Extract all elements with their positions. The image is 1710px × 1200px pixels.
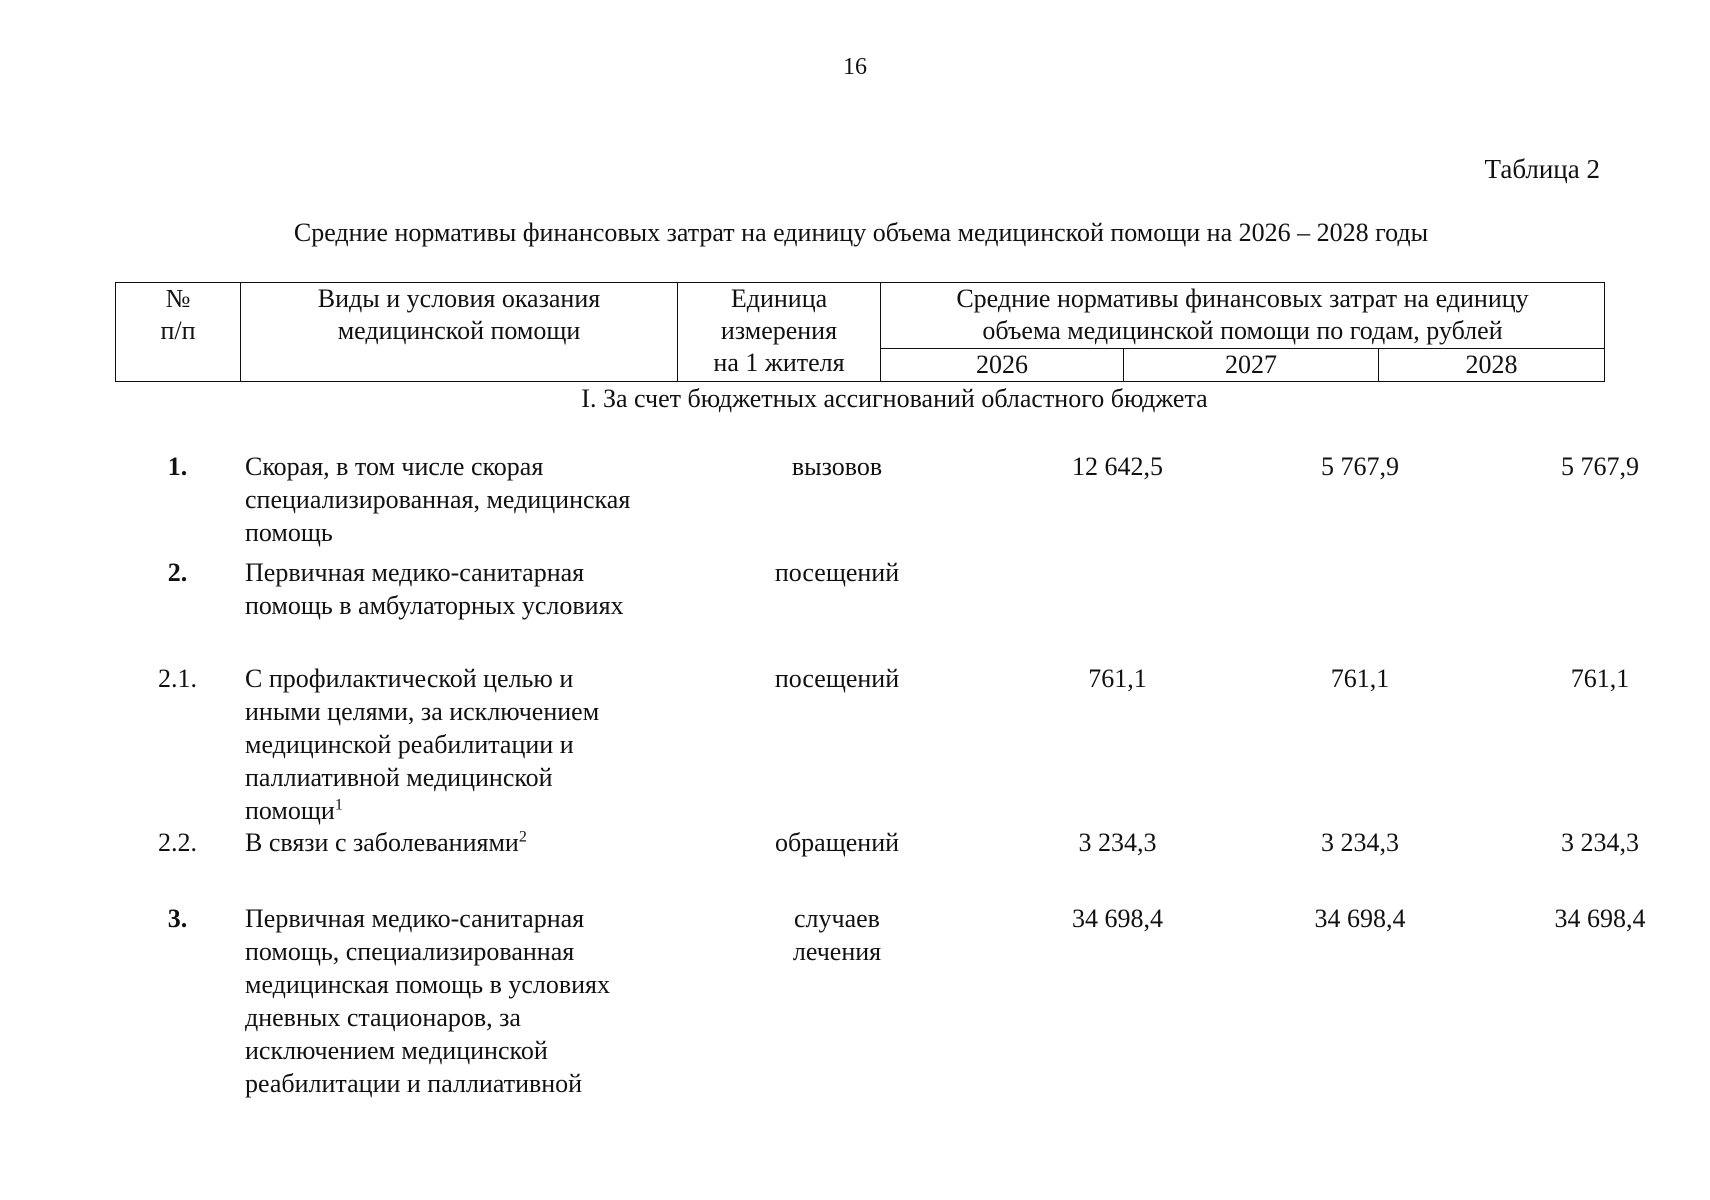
- row-value-2027: 34 698,4: [1314, 904, 1406, 933]
- row-value-2028: 3 234,3: [1561, 828, 1639, 857]
- header-norms-line2: объема медицинской помощи по годам, рублей: [982, 316, 1503, 345]
- row-number: 3.: [167, 904, 188, 933]
- row-description-line: помощь, специализированная: [245, 937, 575, 966]
- row-description-line: помощь в амбулаторных условиях: [245, 591, 624, 620]
- row-value-2026: 34 698,4: [1072, 904, 1163, 933]
- header-type-line2: медицинской помощи: [337, 316, 581, 345]
- header-type-line1: Виды и условия оказания: [317, 284, 601, 313]
- row-value-2027: 3 234,3: [1321, 828, 1399, 857]
- page-number: 16: [843, 54, 867, 80]
- row-unit-line: лечения: [792, 937, 882, 966]
- row-description-line: Скорая, в том числе скорая: [245, 452, 544, 481]
- header-cell-type: [241, 283, 678, 382]
- row-value-2028: 5 767,9: [1561, 452, 1639, 481]
- row-description: [245, 662, 675, 827]
- row-unit: посещений: [774, 664, 900, 693]
- row-unit: посещений: [774, 558, 900, 587]
- row-number: 2.1.: [158, 664, 197, 693]
- header-cell-norms: [881, 283, 1605, 349]
- row-unit: [677, 902, 997, 968]
- header-unit-line3: на 1 жителя: [713, 348, 845, 377]
- row-unit: обращений: [774, 828, 900, 857]
- row-description: [245, 902, 675, 1100]
- row-description-line: исключением медицинской: [245, 1036, 548, 1065]
- row-unit: вызовов: [791, 452, 883, 481]
- row-value-2026: 3 234,3: [1078, 828, 1157, 857]
- document-title: Средние нормативы финансовых затрат на единицу объема медицинской помощи на 2026 – 2028 годы: [293, 218, 1429, 247]
- row-number: 2.2.: [158, 828, 197, 857]
- header-number-line2: п/п: [160, 316, 196, 345]
- row-value-2028: 761,1: [1570, 664, 1630, 693]
- row-description-line: медицинской реабилитации и: [245, 730, 574, 759]
- header-cell-unit: [678, 283, 881, 382]
- row-description: [245, 556, 675, 622]
- row-description-line: медицинская помощь в условиях: [245, 970, 611, 999]
- section-title: I. За счет бюджетных ассигнований областного бюджета: [581, 384, 1208, 413]
- header-unit-line2: измерения: [720, 316, 838, 345]
- row-description-line: [245, 794, 675, 827]
- row-description: [245, 450, 675, 549]
- row-description-text: В связи с заболеваниями: [245, 828, 519, 857]
- row-description-line: [245, 826, 675, 859]
- row-description-line: дневных стационаров, за: [245, 1003, 521, 1032]
- row-description-line: Первичная медико-санитарная: [245, 904, 585, 933]
- row-value-2026: 761,1: [1088, 664, 1147, 693]
- row-description-line: Первичная медико-санитарная: [245, 558, 585, 587]
- row-description-line: помощь: [245, 518, 333, 547]
- header-cell-number: [116, 283, 241, 382]
- header-number-line1: №: [165, 284, 191, 313]
- header-year-2027: 2027: [1124, 349, 1379, 382]
- row-description-text: помощи: [245, 796, 335, 825]
- row-value-2028: 34 698,4: [1554, 904, 1646, 933]
- footnote-marker: 1: [334, 796, 343, 814]
- row-value-2027: 761,1: [1330, 664, 1390, 693]
- row-description-line: С профилактической целью и: [245, 664, 574, 693]
- row-number: 1.: [167, 452, 188, 481]
- row-value-2026: 12 642,5: [1072, 452, 1163, 481]
- row-value-2027: 5 767,9: [1321, 452, 1399, 481]
- row-description: [245, 826, 675, 859]
- header-year-2026: 2026: [881, 349, 1124, 382]
- header-norms-line1: Средние нормативы финансовых затрат на единицу: [956, 284, 1529, 313]
- footnote-marker: 2: [518, 828, 527, 846]
- header-year-2028: 2028: [1379, 349, 1605, 382]
- table-header: [115, 282, 1605, 382]
- row-description-line: иными целями, за исключением: [245, 697, 600, 726]
- table-caption: Таблица 2: [1484, 154, 1600, 184]
- row-description-line: специализированная, медицинская: [245, 485, 631, 514]
- row-number: 2.: [167, 558, 188, 587]
- row-description-line: реабилитации и паллиативной: [245, 1069, 583, 1098]
- row-description-line: паллиативной медицинской: [245, 763, 553, 792]
- header-unit-line1: Единица: [730, 284, 828, 313]
- row-unit-line: случаев: [794, 904, 880, 933]
